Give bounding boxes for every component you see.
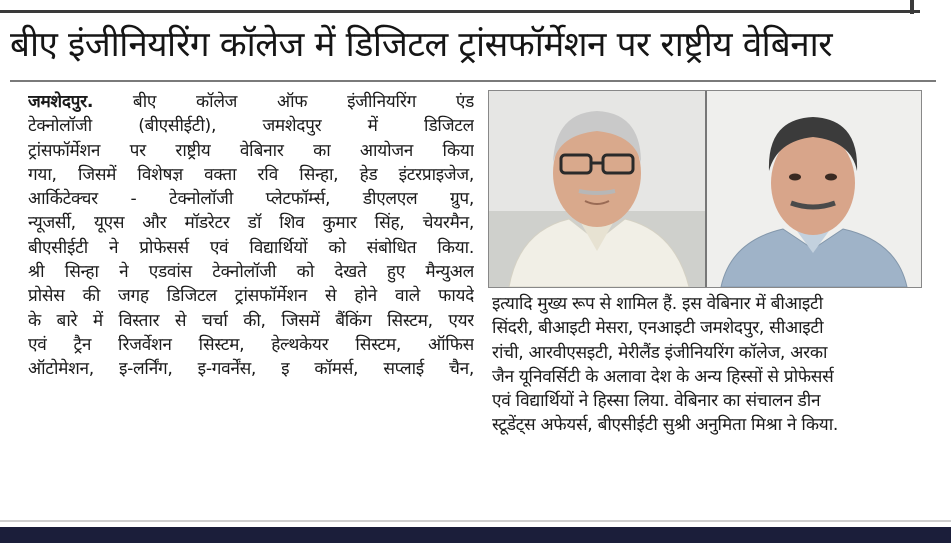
article-line bbox=[28, 90, 474, 114]
top-rule-mark bbox=[910, 0, 914, 14]
article-line: प्रोसेस की जगह डिजिटल ट्रांसफॉर्मेशन से होने वाले फायदे bbox=[28, 286, 474, 307]
article-line: श्री सिन्हा ने एडवांस टेक्नोलॉजी को देखते हुए मैन्युअल bbox=[28, 262, 474, 283]
article-line: के बारे में विस्तार से चर्चा की, जिसमें बैंकिंग सिस्टम, एयर bbox=[28, 310, 474, 331]
top-rule bbox=[0, 10, 920, 13]
bottom-rule bbox=[0, 520, 951, 522]
speaker-portrait bbox=[489, 91, 705, 287]
article-headline: बीए इंजीनियरिंग कॉलेज में डिजिटल ट्रांसफॉर्मेशन पर राष्ट्रीय वेबिनार bbox=[10, 25, 833, 65]
article-line: न्यूजर्सी, यूएस और मॉडरेटर डॉ शिव कुमार सिंह, चेयरमैन, bbox=[28, 213, 474, 234]
article-line: एवं ट्रैन रिजर्वेशन सिस्टम, हेल्थकेयर सिस्टम, ऑफिस bbox=[28, 334, 474, 355]
article-line: ऑटोमेशन, इ-लर्निंग, इ-गवर्नेंस, इ कॉमर्स, सप्लाई चैन, bbox=[28, 359, 474, 380]
bottom-band bbox=[0, 527, 951, 543]
photo-moderator bbox=[707, 91, 921, 287]
article-line: सिंदरी, बीआइटी मेसरा, एनआइटी जमशेदपुर, सीआइटी bbox=[492, 318, 824, 339]
photo-pair bbox=[488, 90, 922, 288]
article-line: गया, जिसमें विशेषज्ञ वक्ता रवि सिन्हा, हेड इंटरप्राइजेज, bbox=[28, 164, 474, 185]
article-line-text: बीए कॉलेज ऑफ इंजीनियरिंग एंड bbox=[93, 92, 474, 112]
article-line: इत्यादि मुख्य रूप से शामिल हैं. इस वेबिनार में बीआइटी bbox=[492, 294, 823, 314]
article-line: एवं विद्यार्थियों ने हिस्सा लिया. वेबिनार का संचालन डीन bbox=[492, 391, 821, 412]
article-line: ट्रांसफॉर्मेशन पर राष्ट्रीय वेबिनार का आयोजन किया bbox=[28, 140, 474, 161]
article-line: स्टूडेंट्स अफेयर्स, बीएसीईटी सुश्री अनुमिता मिश्रा ने किया. bbox=[492, 415, 839, 436]
moderator-portrait bbox=[707, 91, 921, 287]
photo-speaker bbox=[489, 91, 705, 287]
article-right-column bbox=[492, 292, 924, 438]
article-line: बीएसीईटी ने प्रोफेसर्स एवं विद्यार्थियों को संबोधित किया. bbox=[28, 237, 474, 258]
article-left-column bbox=[28, 90, 474, 382]
article-line: आर्किटेक्चर - टेक्नोलॉजी प्लेटफॉर्म्स, डीएलएल ग्रुप, bbox=[28, 189, 474, 210]
article-line: टेक्नोलॉजी (बीएसीईटी), जमशेदपुर में डिजिटल bbox=[28, 116, 474, 137]
headline-rule bbox=[10, 80, 936, 82]
article-line: जैन यूनिवर्सिटी के अलावा देश के अन्य हिस्सों से प्रोफेसर्स bbox=[492, 366, 834, 387]
article-dateline: जमशेदपुर. bbox=[28, 92, 94, 112]
article-line: रांची, आरवीएसइटी, मेरीलैंड इंजीनियरिंग कॉलेज, अरका bbox=[492, 342, 828, 363]
